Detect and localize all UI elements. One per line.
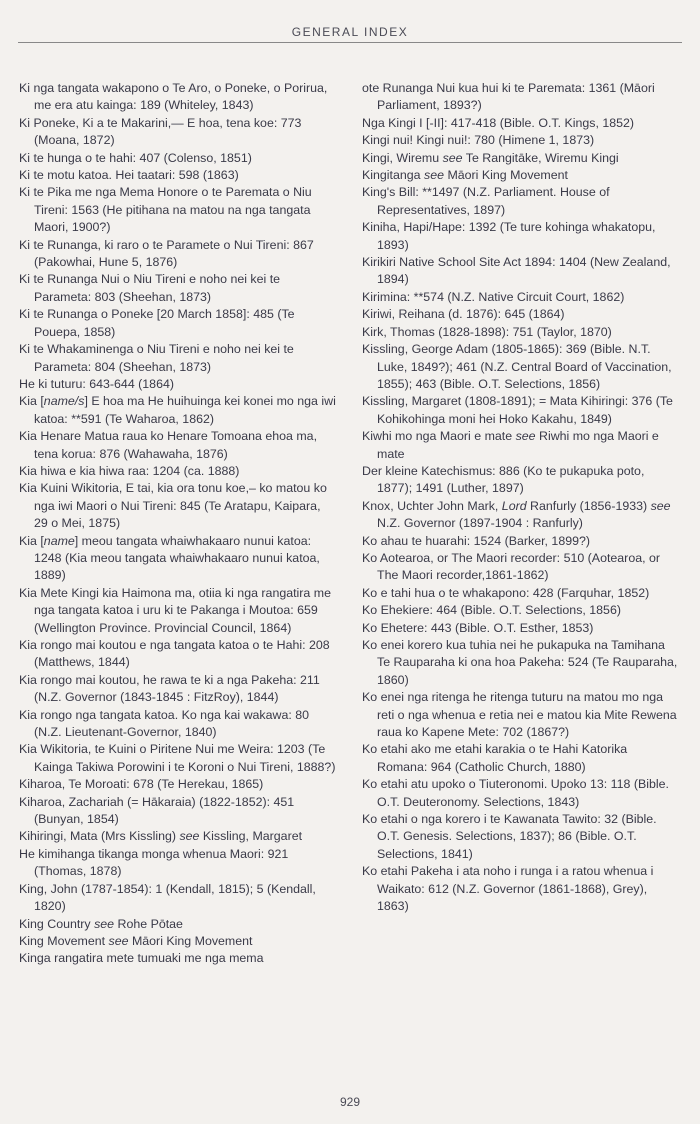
entry-italic: name bbox=[43, 533, 75, 548]
index-entry: Ki te hunga o te hahi: 407 (Colenso, 1851) bbox=[19, 150, 252, 165]
index-entry: Kia Wikitoria, te Kuini o Piritene Nui me Weira: 1203 (Te Kainga Takiwa Porowini i te Koroni o Nui Tireni, 1888?) bbox=[19, 742, 336, 774]
entry-italic: see bbox=[108, 933, 129, 948]
index-entry: Ki Poneke, Ki a te Makarini,— E hoa, tena koe: 773 (Moana, 1872) bbox=[19, 115, 302, 148]
entry-italic: see bbox=[442, 150, 463, 165]
entry-text: ] meou tangata whaiwhakaaro nunui katoa: 1248 (Kia meou tangata whaiwhakaaro nunui katoa, 1889) bbox=[34, 533, 320, 583]
entry-text: Kingi, Wiremu bbox=[362, 150, 443, 165]
index-entry bbox=[362, 150, 680, 167]
index-entry: Kissling, Margaret (1808-1891); = Mata Kihiringi: 376 (Te Kohikohinga moni hei Hoko Kakahu, 1849) bbox=[362, 394, 673, 426]
index-entry bbox=[19, 916, 337, 933]
index-entry bbox=[362, 498, 680, 533]
entry-italic: see bbox=[179, 829, 200, 844]
index-entry: Nga Kingi I [-II]: 417-418 (Bible. O.T. Kings, 1852) bbox=[362, 115, 635, 130]
index-entry: Ki te Whakaminenga o Niu Tireni e noho nei kei te Parameta: 804 (Sheehan, 1873) bbox=[19, 342, 294, 374]
header-rule bbox=[18, 42, 682, 43]
index-entry bbox=[19, 393, 337, 428]
index-entry: Kiriwi, Reihana (d. 1876): 645 (1864) bbox=[362, 307, 565, 322]
index-entry: Ko etahi o nga korero i te Kawanata Tawito: 32 (Bible. O.T. Genesis. Selections, 1837); 86 (Bible. O.T. Selections, 1841) bbox=[362, 812, 657, 861]
entry-italic: Lord bbox=[501, 498, 527, 513]
entry-italic: name/s bbox=[43, 394, 85, 409]
index-entry: Ko Ehetere: 443 (Bible. O.T. Esther, 1853) bbox=[362, 620, 594, 635]
index-entry: Kia rongo mai koutou, he rawa te ki a nga Pakeha: 211 (N.Z. Governor (1843-1845 : FitzRoy), 1844) bbox=[19, 672, 320, 705]
index-entry: Kia Henare Matua raua ko Henare Tomoana ehoa ma, tena korua: 876 (Wahawaha, 1876) bbox=[19, 429, 318, 461]
right-column bbox=[362, 80, 680, 916]
entry-text: Kiwhi mo nga Maori e mate bbox=[362, 429, 516, 444]
index-entry: Ki te Runanga o Poneke [20 March 1858]: 485 (Te Pouepa, 1858) bbox=[19, 307, 295, 339]
entry-text: Ranfurly (1856-1933) bbox=[526, 498, 651, 513]
page-number: 929 bbox=[339, 1095, 361, 1109]
index-entry: Ko ahau te huarahi: 1524 (Barker, 1899?) bbox=[362, 533, 591, 548]
index-entry: Ko enei nga ritenga he ritenga tuturu na matou mo nga reti o nga whenua e retia nei e matou kia Mite Rewena raua ko Kapene Mete: 702 (1867?) bbox=[362, 690, 677, 740]
index-entry: Kirk, Thomas (1828-1898): 751 (Taylor, 1870) bbox=[362, 324, 612, 339]
running-header: GENERAL INDEX bbox=[291, 25, 409, 39]
index-entry: Ki nga tangata wakapono o Te Aro, o Poneke, o Porirua, me era atu kainga: 189 (Whiteley, 1843) bbox=[19, 81, 328, 113]
entry-text: Māori King Movement bbox=[444, 168, 568, 183]
index-entry bbox=[19, 828, 337, 845]
entry-text: Rohe Pōtae bbox=[114, 916, 183, 931]
index-entry: He ki tuturu: 643-644 (1864) bbox=[19, 376, 174, 391]
index-entry: Kissling, George Adam (1805-1865): 369 (Bible. N.T. Luke, 1849?); 461 (N.Z. Central Board of Vaccination, 1855); 463 (Bible. O.T. Selections, 1856) bbox=[362, 342, 672, 391]
index-entry: Ko enei korero kua tuhia nei he pukapuka na Tamihana Te Rauparaha ki ona hoa Pakeha: 524 (Te Rauparaha, 1860) bbox=[362, 638, 678, 687]
entry-text: Kia [ bbox=[19, 533, 44, 548]
entry-text: ] E hoa ma He huihuinga kei konei mo nga iwi katoa: **591 (Te Waharoa, 1862) bbox=[34, 394, 336, 426]
entry-italic: see bbox=[515, 429, 536, 444]
index-entry: Ko etahi atu upoko o Tiuteronomi. Upoko 13: 118 (Bible. O.T. Deuteronomy. Selections, 1843) bbox=[362, 777, 669, 809]
index-entry: Kia rongo mai koutou e nga tangata katoa o te Hahi: 208 (Matthews, 1844) bbox=[19, 638, 330, 670]
index-entry: Kia Mete Kingi kia Haimona ma, otiia ki nga rangatira me nga tangata katoa i uru ki te Pakanga i Moutoa: 659 (Wellington Province. Provincial Council, 1864) bbox=[19, 585, 331, 635]
entry-text: King Country bbox=[19, 916, 95, 931]
entry-text: N.Z. Governor (1897-1904 : Ranfurly) bbox=[377, 516, 583, 531]
index-entry: King, John (1787-1854): 1 (Kendall, 1815); 5 (Kendall, 1820) bbox=[19, 881, 316, 914]
entry-text: Kissling, Margaret bbox=[199, 829, 303, 844]
index-entry: Ki te motu katoa. Hei taatari: 598 (1863) bbox=[19, 168, 239, 183]
index-entry: King's Bill: **1497 (N.Z. Parliament. House of Representatives, 1897) bbox=[362, 185, 610, 217]
index-entry: Ki te Pika me nga Mema Honore o te Paremata o Niu Tireni: 1563 (He pitihana na matou na nga tangata Maori, 1900?) bbox=[19, 185, 312, 235]
entry-italic: see bbox=[424, 168, 444, 183]
index-entry: Ko e tahi hua o te whakapono: 428 (Farquhar, 1852) bbox=[362, 585, 650, 600]
entry-text: Knox, Uchter John Mark, bbox=[362, 498, 502, 513]
index-entry: Kia rongo nga tangata katoa. Ko nga kai wakawa: 80 (N.Z. Lieutenant-Governor, 1840) bbox=[19, 707, 310, 740]
index-entry: Kingi nui! Kingi nui!: 780 (Himene 1, 1873) bbox=[362, 133, 595, 148]
index-entry: Kiniha, Hapi/Hape: 1392 (Te ture kohinga whakatopu, 1893) bbox=[362, 220, 656, 252]
index-entry: Kirikiri Native School Site Act 1894: 1404 (New Zealand, 1894) bbox=[362, 255, 671, 287]
entry-text: Māori King Movement bbox=[128, 933, 253, 948]
entry-text: Riwhi mo nga Maori e mate bbox=[377, 429, 659, 461]
index-entry: Ko etahi Pakeha i ata noho i runga i a ratou whenua i Waikato: 612 (N.Z. Governor (1861-1868), Grey), 1863) bbox=[362, 864, 654, 914]
entry-text: Kia [ bbox=[19, 394, 44, 409]
index-entry: Ko etahi ako me etahi karakia o te Hahi Katorika Romana: 964 (Catholic Church, 1880) bbox=[362, 742, 628, 774]
index-entry: He kimihanga tikanga monga whenua Maori: 921 (Thomas, 1878) bbox=[19, 846, 289, 879]
index-entry: Der kleine Katechismus: 886 (Ko te pukapuka poto, 1877); 1491 (Luther, 1897) bbox=[362, 463, 645, 496]
index-entry bbox=[362, 167, 680, 184]
index-entry: Kinga rangatira mete tumuaki me nga mema bbox=[19, 951, 264, 966]
index-entry bbox=[19, 533, 337, 585]
index-entry: Kirimina: **574 (N.Z. Native Circuit Court, 1862) bbox=[362, 289, 625, 304]
index-entry: Kiharoa, Te Moroati: 678 (Te Herekau, 1865) bbox=[19, 777, 264, 792]
index-entry: Kia Kuini Wikitoria, E tai, kia ora tonu koe,– ko matou ko nga iwi Maori o Nui Tireni: 845 (Te Aratapu, Kaipara, 29 o Mei, 1875) bbox=[19, 481, 327, 531]
index-entry: Ki te Runanga, ki raro o te Paramete o Nui Tireni: 867 (Pakowhai, Hune 5, 1876) bbox=[19, 237, 314, 270]
index-entry bbox=[19, 933, 337, 950]
entry-italic: see bbox=[94, 916, 115, 931]
entry-text: Kingitanga bbox=[362, 168, 425, 183]
entry-text: Te Rangitāke, Wiremu Kingi bbox=[462, 150, 619, 165]
index-entry: Kiharoa, Zachariah (= Hākaraia) (1822-1852): 451 (Bunyan, 1854) bbox=[19, 794, 295, 827]
entry-text: King Movement bbox=[19, 933, 109, 948]
entry-italic: see bbox=[650, 498, 671, 513]
index-entry: Ko Ehekiere: 464 (Bible. O.T. Selections, 1856) bbox=[362, 603, 621, 618]
index-entry: Kia hiwa e kia hiwa raa: 1204 (ca. 1888) bbox=[19, 463, 240, 478]
index-entry: ote Runanga Nui kua hui ki te Paremata: 1361 (Māori Parliament, 1893?) bbox=[362, 81, 655, 113]
index-entry bbox=[362, 428, 680, 463]
left-column bbox=[19, 80, 337, 968]
index-entry: Ko Aotearoa, or The Maori recorder: 510 (Aotearoa, or The Maori recorder,1861-1862) bbox=[362, 550, 660, 583]
index-entry: Ki te Runanga Nui o Niu Tireni e noho nei kei te Parameta: 803 (Sheehan, 1873) bbox=[19, 272, 281, 304]
entry-text: Kihiringi, Mata (Mrs Kissling) bbox=[19, 829, 180, 844]
